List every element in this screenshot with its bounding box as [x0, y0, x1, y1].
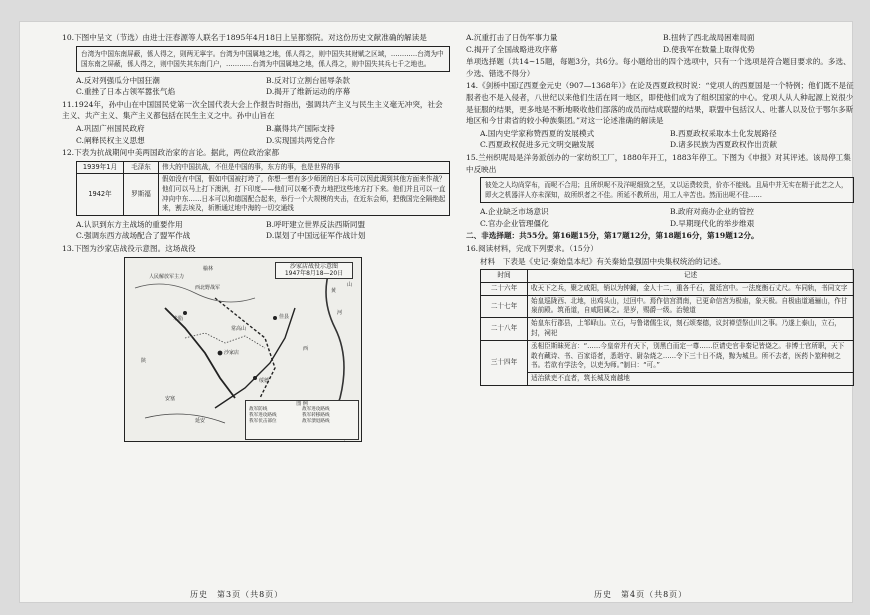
q10-option-d: D.揭开了维新运动的序幕: [266, 87, 351, 97]
q15-stem: 15.兰州织呢局是洋务派创办的一家纺织工厂，1880年开工，1883年停工。下图为《申报》对其评述。该局停工集中反映出: [466, 152, 851, 174]
map-label: 延安: [195, 417, 206, 424]
q15-option-b: B.政府对商办企业的管控: [670, 207, 754, 217]
table-row: [481, 295, 854, 318]
q13-option-b: B.扭转了西北战局困难局面: [663, 33, 755, 42]
map-label: 常高山: [231, 325, 247, 332]
map-label: 黄: [331, 287, 337, 294]
q16-time-4: 三十四年: [481, 340, 528, 385]
legend-item: 敌军进攻路线: [302, 406, 330, 412]
map-title-box: [275, 262, 353, 279]
legend-title: 图 例: [296, 400, 308, 407]
q10-options: [76, 75, 450, 98]
col-header-record: 记述: [528, 270, 854, 283]
section-note: 单项选择题（共14~15题，每题3分，共6分。每小题给出的四个选项中，只有一个选项是符合题目要求的。多选、少选、错选不得分）: [466, 57, 851, 78]
q13-stem: 13.下图为沙家店战役示意图。这场战役: [62, 243, 196, 253]
q15-quote: 彼处之人均尚穿布，而呢不合用；且所织呢不及洋呢细致之坚，又以运费较贵，价亦不能贱。且局中并无实在精于此艺之人，即火之机器洋人亦未深知，故所织者之不佳。所延不教所出，用工人辛苦也。然而出呢不佳……: [480, 177, 854, 203]
table-row: [481, 318, 854, 341]
q12-text-2: 假如没有中国，假如中国被打垮了，你想一想有多少师团的日本兵可以因此调到其他方面来作战？他们可以马上打下澳洲，打下印度——他们可以毫不费力地把这些地方打下来。他们并且可以一直冲向中东……日本可以和德国配合起来，举行一个大规模的夹击，在近东会师，把俄国完全隔绝起来，割去埃及，斩断通过地中海的一切交通线: [159, 174, 450, 215]
q15-option-c: C.官办企业管理僵化: [480, 218, 549, 228]
table-row: [77, 161, 450, 174]
map-label: 河: [337, 309, 343, 316]
legend-item: 敌军溃退路线: [302, 418, 330, 424]
legend-item: 敌军防线: [249, 406, 268, 412]
map-label: 安塞: [165, 395, 176, 402]
q10-stem: 10.下图中呈文（节选）由进士汪春源等人联名于1895年4月18日上呈都察院。对这份历史文献准确的解读是: [62, 33, 427, 42]
q12-date-1: 1939年1月: [77, 161, 124, 174]
jiaxian-marker: [273, 316, 277, 320]
q12-options: [76, 219, 450, 242]
q14-option-b: B.西夏政权采取本土化发展路径: [670, 128, 777, 138]
map-label: 陕: [141, 357, 147, 364]
q12-option-a: A.认识到东方主战场的重要作用: [76, 219, 183, 229]
q13-options: [466, 32, 854, 55]
col-header-time: 时间: [481, 270, 528, 283]
q11-option-d: D.实现国共两党合作: [266, 135, 335, 145]
q12-text-1: 伟大的中国抗战，不但是中国的事，东方的事，也是世界的事: [159, 161, 450, 174]
page-4: [466, 32, 854, 386]
q12-option-d: D.谋划了中国远征军作战计划: [266, 231, 366, 241]
map-label: 西: [303, 345, 309, 352]
map-label: 沙家店: [224, 349, 240, 356]
q16-time-2: 二十七年: [481, 295, 528, 318]
q10-option-a: A.反对列强瓜分中国狂潮: [76, 75, 160, 85]
section-2-heading: 二、非选择题：共55分。第16题15分，第17题12分，第18题16分，第19题12分。: [466, 231, 759, 241]
q11-option-b: B.赢得共产国际支持: [266, 123, 335, 133]
q14-option-d: D.诸多民族为西夏政权作出贡献: [670, 140, 777, 150]
legend-item: 我军转移路线: [302, 412, 330, 418]
suide-marker: [253, 376, 257, 380]
map-title: 沙家店战役示意图: [289, 262, 338, 270]
map-label: 榆林: [203, 265, 214, 272]
q10-quote: 台湾为中国东南屏蔽，係人得之，則两无寧宇。台湾为中国属地之地，係人得之，则中国失其财赋之区域，…………台湾为中国东南之屏蔽，係人得之，则中国失其东南门户，…………台湾为中国属地之地，係人得之，则中国失其兵七千之地也。: [76, 46, 450, 72]
q16-table: [480, 269, 854, 386]
map-date: 1947年8月18—20日: [284, 270, 344, 277]
q12-person-2: 罗斯福: [124, 174, 159, 215]
q12-date-2: 1942年: [77, 174, 124, 215]
page-3-footer: 历史 第3页（共8页）: [190, 590, 284, 599]
shajiadian-battle-map: [124, 257, 362, 442]
legend-item: 我军伏击部位: [249, 418, 277, 424]
q16-time-3: 二十八年: [481, 318, 528, 341]
road-line: [145, 414, 225, 423]
retreat-route: [215, 308, 295, 408]
q16-text-2: 始皇巡陇西、北地，出鸡头山，过回中。焉作信宫渭南，已更命信宫为极庙，象天极。自极庙道通骊山，作甘泉前殿。筑甬道，自咸阳属之。是岁，赐爵一级。治驰道: [528, 295, 854, 318]
map-label: 山: [347, 281, 353, 288]
defense-line: [185, 333, 265, 348]
table-row: [481, 340, 854, 372]
q14-option-a: A.国内史学家称赞西夏的发展模式: [480, 128, 595, 138]
q16-text-4: 丞相臣斯昧死言：“……今皇帝并有天下，别黑白而定一尊……臣请史官非秦记皆烧之。非博士官所职，天下敢有藏诗、书、百家语者，悉诣守、尉杂烧之……令下三十日不烧，黥为城旦。所不去者，医药卜筮种树之书。若欲有学法令，以吏为师。”制曰：“可。”: [528, 340, 854, 372]
q13-option-d: D.使我军在数量上取得优势: [663, 44, 755, 54]
shajiadian-marker: [218, 350, 223, 355]
q16-text-1: 收天下之兵，聚之咸阳，销以为钟鐻，金人十二，重各千石，置廷宫中。一法度衡石丈尺。车同轨，书同文字: [528, 282, 854, 295]
q11-option-a: A.巩固广州国民政府: [76, 123, 145, 133]
map-legend: [245, 400, 359, 440]
q14-options: [480, 128, 854, 151]
q15-option-a: A.企业缺乏市场意识: [480, 207, 549, 217]
exam-sheet: [20, 22, 852, 602]
map-label: 佳县: [279, 313, 290, 320]
q10-option-b: B.反对订立割台屈辱条款: [266, 75, 350, 85]
q15-options: [480, 206, 854, 229]
table-row: [481, 282, 854, 295]
q13-option-c: C.揭开了全国战略进攻序幕: [466, 44, 558, 54]
table-row: [481, 373, 854, 386]
q14-stem: 14.《剑桥中国辽西夏金元史（907—1368年）》在论及西夏政权时说：“党项人的西夏国是一个特例；他们既不是征服者也不是入侵者，八世纪以来他们生活在同一地区，即使他们成为了组织国家的中心。党项人从人种起源上说很少是征服的结果，更多地是不断地吸收他们部落的成员而结成联盟的结果，联盟中包括汉人、吐蕃人以及位于鄂尔多斯地区和今甘肃省的较小种族集团。”对这一论述准确的解读是: [466, 81, 854, 126]
q15-option-d: D.早期现代化的举步维艰: [670, 218, 755, 228]
q16-text-5: 适治狱吏不直者，筑长城及南越地: [528, 373, 854, 386]
map-label: 米脂: [173, 315, 184, 322]
map-label: 绥德: [259, 377, 270, 384]
legend-item: 我军进攻路线: [249, 412, 277, 418]
q11-stem: 11.1924年，孙中山在中国国民党第一次全国代表大会上作报告时指出，强调共产主义与民生主义毫无冲突，社会主义、共产主义、集产主义都包括在民生主义之中。孙中山旨在: [62, 99, 443, 121]
q12-option-c: C.强调东西方战场配合了盟军作战: [76, 231, 191, 241]
q11-option-c: C.阐释民权主义思想: [76, 135, 145, 145]
map-label: 人民解放军主力: [149, 273, 185, 280]
q12-stem: 12.下表为抗战期间中美两国政治家的言论。据此，两位政治家都: [62, 148, 280, 158]
q12-option-b: B.呼吁建立世界反法西斯同盟: [266, 219, 366, 229]
q16-material: 材料 下表是《史记·秦始皇本纪》有关秦始皇强固中央集权统治的记述。: [480, 256, 726, 266]
table-header-row: [481, 270, 854, 283]
q16-text-3: 始皇东行郡县，上邹峄山。立石，与鲁诸儒生议，刻石颂秦德，议封禅望祭山川之事。乃遂上泰山，立石，封，祠祀: [528, 318, 854, 341]
q13-option-a: A.沉重打击了日伪军事力量: [466, 33, 558, 42]
q12-table: [76, 161, 450, 216]
page-3: [62, 32, 450, 442]
q16-stem: 16.阅读材料，完成下列要求。（15分）: [466, 243, 598, 253]
q12-person-1: 毛泽东: [124, 161, 159, 174]
mizhi-marker: [183, 311, 187, 315]
q14-option-c: C.西夏政权促进多元文明交融发展: [480, 140, 595, 150]
page-4-footer: 历史 第4页（共8页）: [594, 590, 688, 599]
map-label: 西北野战军: [195, 284, 221, 291]
q16-time-1: 二十六年: [481, 282, 528, 295]
table-row: [77, 174, 450, 215]
q11-options: [76, 123, 450, 146]
q10-option-c: C.重挫了日本占领军嚣张气焰: [76, 87, 176, 97]
